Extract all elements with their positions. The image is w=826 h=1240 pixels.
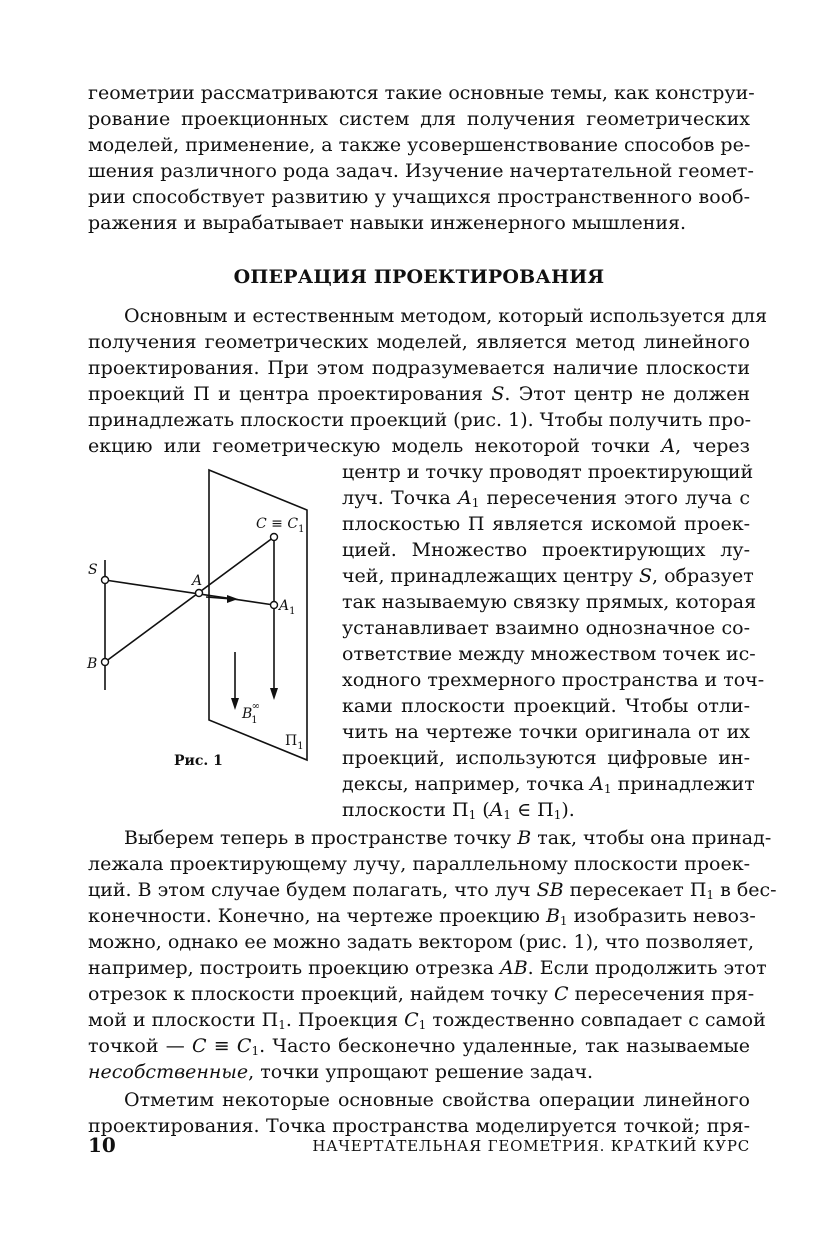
text-line: получения геометрических моделей, является метод линейного	[88, 331, 750, 353]
arrowhead-direction	[227, 595, 238, 603]
text-line: отрезок к плоскости проекций, найдем точку C пересечения пря-	[88, 983, 755, 1005]
running-title: НАЧЕРТАТЕЛЬНАЯ ГЕОМЕТРИЯ. КРАТКИЙ КУРС	[312, 1137, 750, 1155]
point-a	[196, 590, 203, 597]
text-line: проектирования. При этом подразумевается наличие плоскости	[88, 357, 750, 379]
point-s	[102, 577, 109, 584]
text-line: ходного трехмерного пространства и точ-	[342, 669, 765, 691]
text-line: рии способствует развитию у учащихся пространственного вооб-	[88, 186, 750, 208]
text-line: рование проекционных систем для получения геометрических	[88, 108, 750, 130]
text-line: ответствие между множеством точек ис-	[342, 643, 756, 665]
text-line: проекций, используются цифровые ин-	[342, 747, 750, 769]
text-line: дексы, например, точка $A_1$ принадлежит	[342, 773, 755, 796]
label-b1: B1∞	[242, 701, 261, 726]
text-line: лежала проектирующему лучу, параллельному плоскости проек-	[88, 853, 750, 875]
point-b	[102, 659, 109, 666]
text-line: ций. В этом случае будем полагать, что луч SB пересекает $П_1$ в бес-	[88, 879, 777, 902]
text-line: несобственные, точки упрощают решение задач.	[88, 1061, 594, 1083]
text-line: плоскости $П_1$ ($A_1$ ∈ $П_1$).	[342, 799, 575, 822]
text-line: устанавливает взаимно однозначное со-	[342, 617, 750, 639]
point-c1	[271, 534, 278, 541]
text-line: центр и точку проводят проектирующий	[342, 461, 754, 483]
label-c: $C \equiv C_1$	[256, 516, 305, 535]
text-line: Отметим некоторые основные свойства операции линейного	[124, 1089, 750, 1111]
text-line: екцию или геометрическую модель некоторой точки A, через	[88, 435, 751, 457]
point-a1	[271, 602, 278, 609]
label-s: S	[88, 562, 98, 578]
text-line: плоскостью П является искомой проек-	[342, 513, 750, 535]
page-number: 10	[88, 1133, 116, 1157]
text-line: можно, однако ее можно задать вектором (рис. 1), что позволяет,	[88, 931, 755, 953]
arrowhead-b1	[231, 698, 239, 710]
text-line: ражения и вырабатывает навыки инженерного мышления.	[88, 212, 687, 234]
text-line: точкой — $C \equiv C_1$. Часто бесконечно удаленные, так называемые	[88, 1035, 750, 1058]
label-b: B	[87, 656, 98, 672]
section-heading: ОПЕРАЦИЯ ПРОЕКТИРОВАНИЯ	[233, 266, 605, 288]
label-a1: $A_1$	[279, 598, 296, 617]
ray-s-a1	[105, 580, 274, 605]
text-line: чить на чертеже точки оригинала от их	[342, 721, 750, 743]
label-plane: $П_1$	[285, 733, 304, 752]
text-line: так называемую связку прямых, которая	[342, 591, 757, 613]
label-a: A	[192, 573, 203, 589]
text-line: Выберем теперь в пространстве точку B так, чтобы она принад-	[124, 827, 772, 849]
text-line: мой и плоскости $П_1$. Проекция $C_1$ тождественно совпадает с самой	[88, 1009, 766, 1032]
text-line: чей, принадлежащих центру S, образует	[342, 565, 754, 587]
text-line: конечности. Конечно, на чертеже проекцию $B_1$ изобразить невоз-	[88, 905, 756, 928]
text-line: проекций П и центра проектирования S. Этот центр не должен	[88, 383, 750, 405]
text-line: принадлежать плоскости проекций (рис. 1). Чтобы получить про-	[88, 409, 752, 431]
arrowhead-c1-b1	[270, 688, 278, 700]
ray-b-c1	[105, 537, 274, 662]
text-line: геометрии рассматриваются такие основные темы, как конструи-	[88, 82, 755, 104]
text-line: цией. Множество проектирующих лу-	[342, 539, 750, 561]
text-line: ками плоскости проекций. Чтобы отли-	[342, 695, 750, 717]
text-line: шения различного рода задач. Изучение начертательной геомет-	[88, 160, 754, 182]
text-line: например, построить проекцию отрезка AB. Если продолжить этот	[88, 957, 767, 979]
figure-projection-diagram	[80, 462, 330, 782]
text-line: Основным и естественным методом, который используется для	[124, 305, 768, 327]
text-line: моделей, применение, а также усовершенствование способов ре-	[88, 134, 751, 156]
text-line: проектирования. Точка пространства моделируется точкой; пря-	[88, 1115, 750, 1137]
figure-caption: Рис. 1	[174, 753, 223, 769]
text-line: луч. Точка $A_1$ пересечения этого луча с	[342, 487, 750, 510]
